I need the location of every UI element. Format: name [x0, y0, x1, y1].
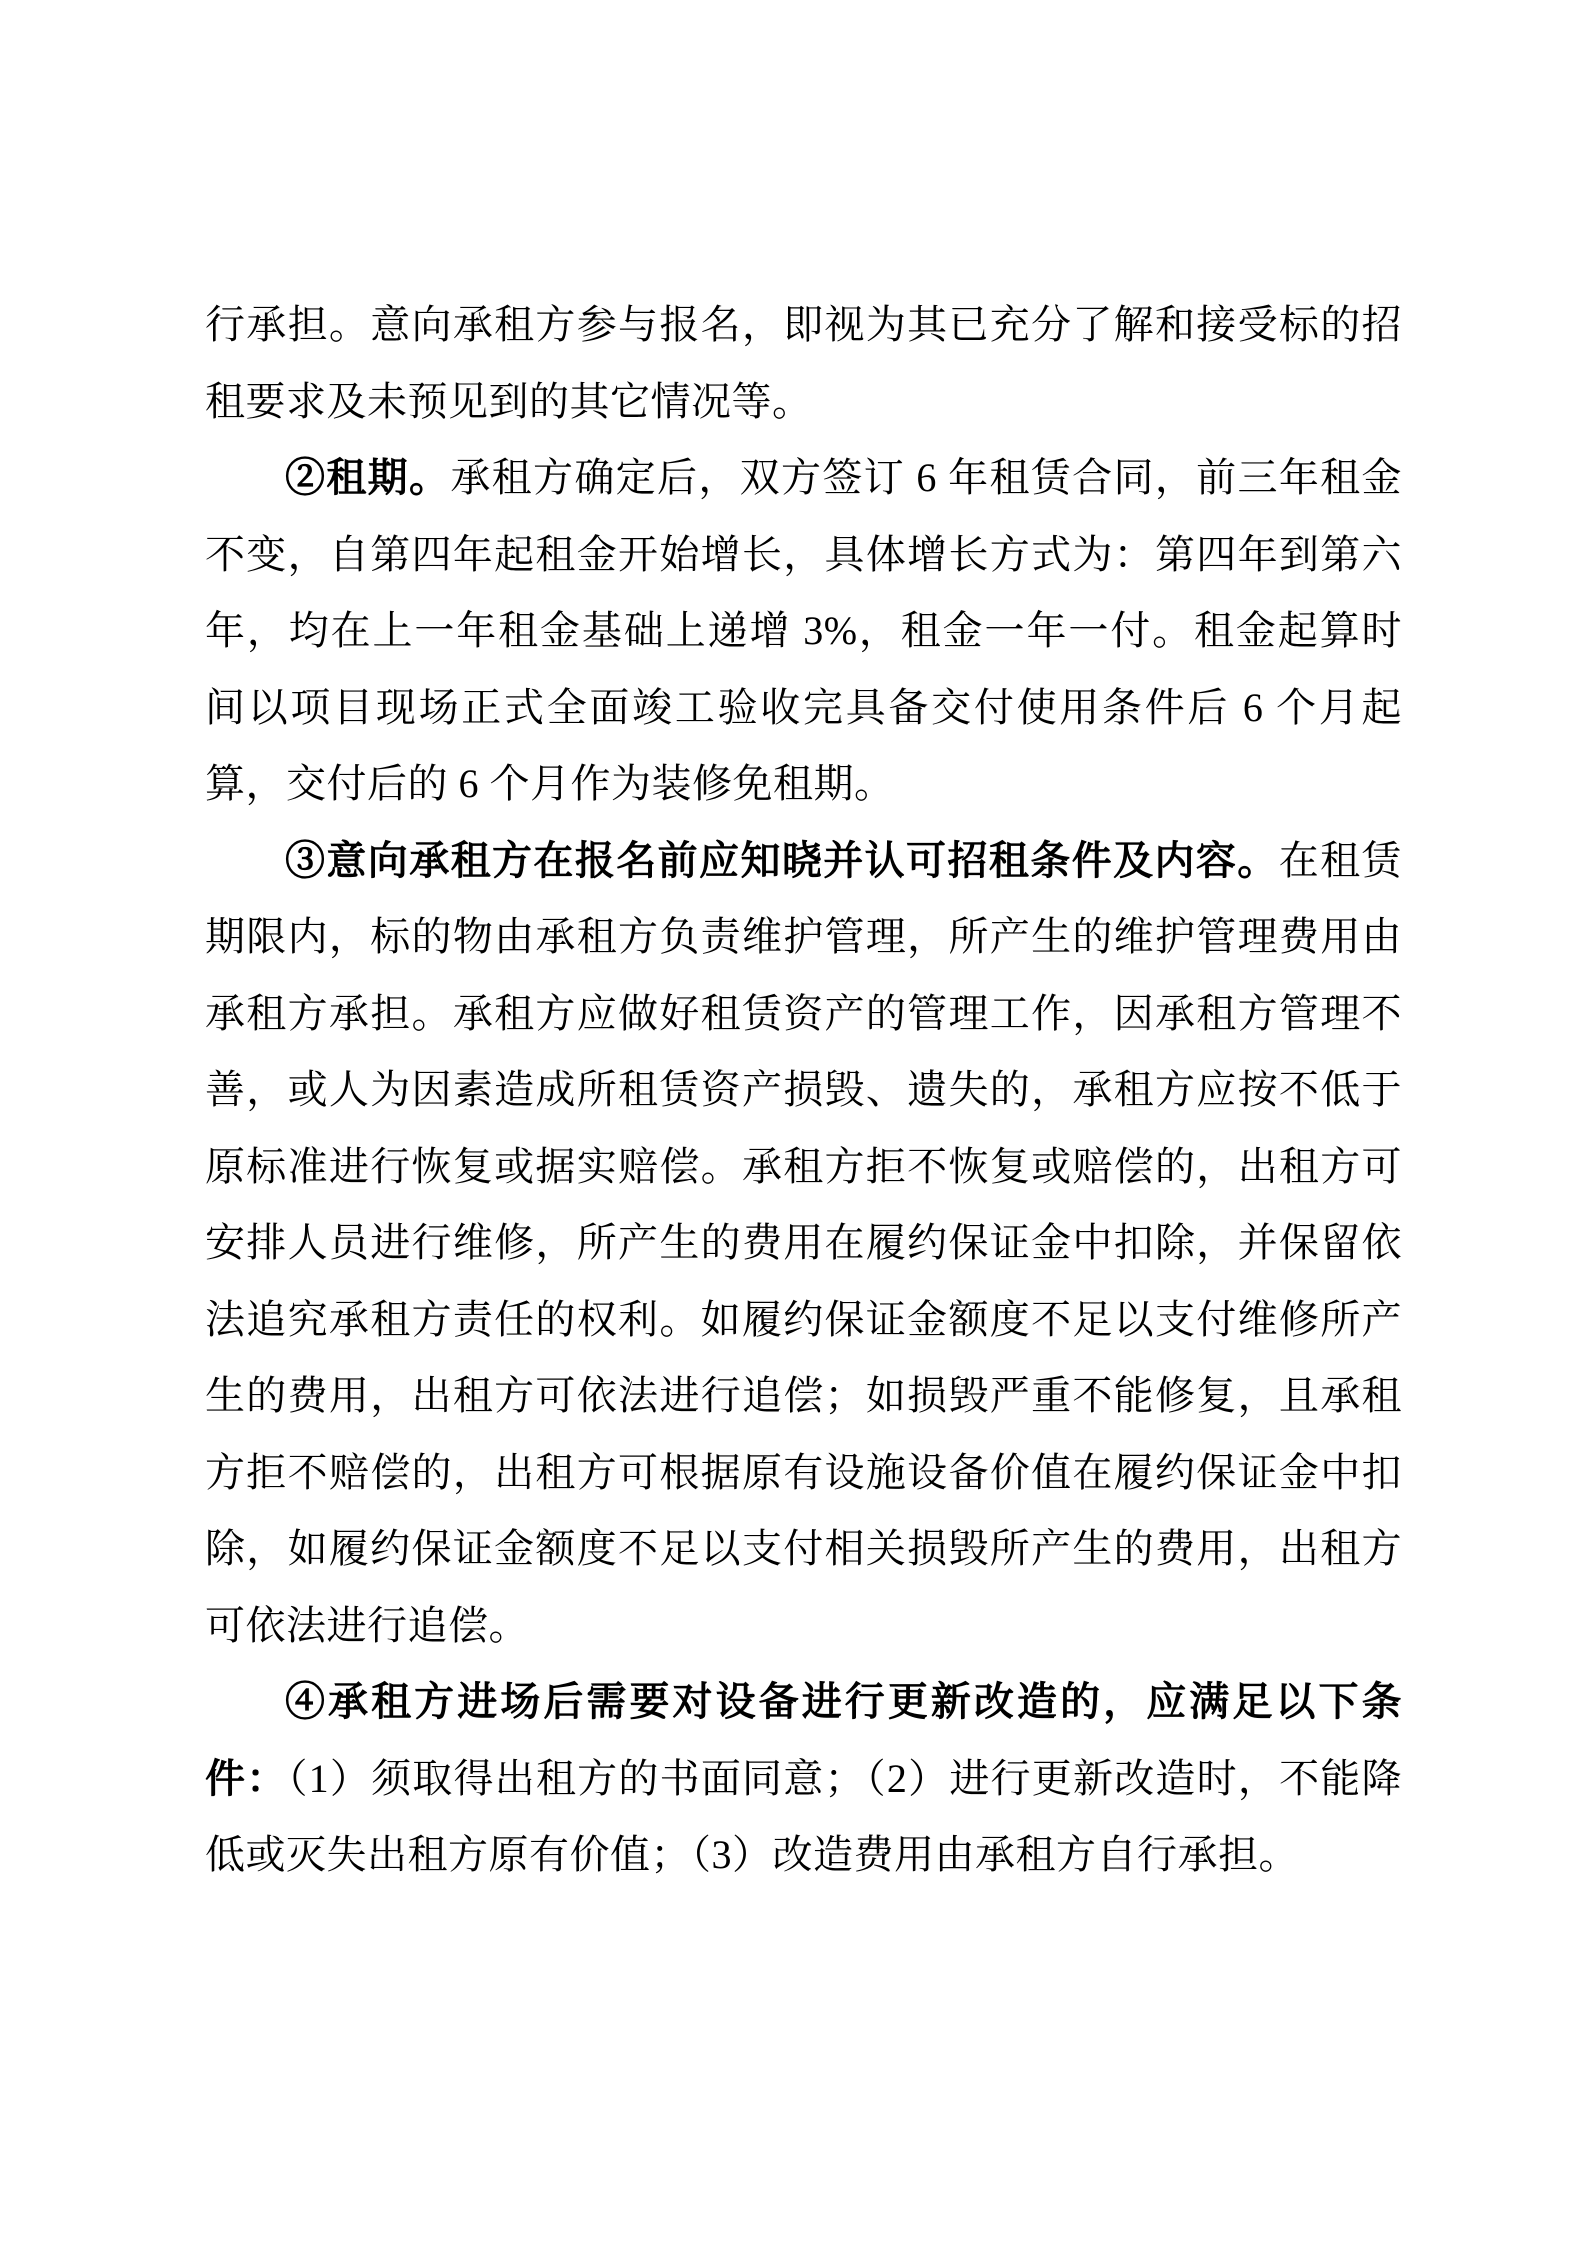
paragraph-rent-term: [205, 440, 1402, 823]
paragraph-continuation: [205, 287, 1402, 440]
body-text: 在租赁期限内，标的物由承租方负责维护管理，所产生的维护管理费用由承租方承担。承租方应做好租赁资产的管理工作，因承租方管理不善，或人为因素造成所租赁资产损毁、遗失的，承租方应按不低于原标准进行恢复或据实赔偿。承租方拒不恢复或赔偿的，出租方可安排人员进行维修，所产生的费用在履约保证金中扣除，并保留依法追究承租方责任的权利。如履约保证金额度不足以支付维修所产生的费用，出租方可依法进行追偿；如损毁严重不能修复，且承租方拒不赔偿的，出租方可根据原有设施设备价值在履约保证金中扣除，如履约保证金额度不足以支付相关损毁所产生的费用，出租方可依法进行追偿。: [205, 837, 1403, 1648]
body-text: 行承担。意向承租方参与报名，即视为其已充分了解和接受标的招租要求及未预见到的其它情况等。: [205, 302, 1402, 424]
paragraph-lease-conditions: [205, 823, 1402, 1665]
clause-heading-rent-term: ②租期。: [285, 455, 451, 500]
paragraph-equipment-renovation: [205, 1664, 1402, 1894]
clause-heading-equipment-renovation: ④承租方进场后需要对设备进行更新改造的，应满足以下条件：: [205, 1679, 1402, 1801]
body-text: （1）须取得出租方的书面同意；（2）进行更新改造时，不能降低或灭失出租方原有价值；（3）改造费用由承租方自行承担。: [205, 1755, 1403, 1877]
body-text: 承租方确定后，双方签订 6 年租赁合同，前三年租金不变，自第四年起租金开始增长，具体增长方式为：第四年到第六年，均在上一年租金基础上递增 3%，租金一年一付。租金起算时间以项目现场正式全面竣工验收完具备交付使用条件后 6 个月起算，交付后的 6 个月作为装修免租期。: [205, 455, 1403, 806]
clause-heading-lease-conditions: ③意向承租方在报名前应知晓并认可招租条件及内容。: [285, 837, 1279, 883]
